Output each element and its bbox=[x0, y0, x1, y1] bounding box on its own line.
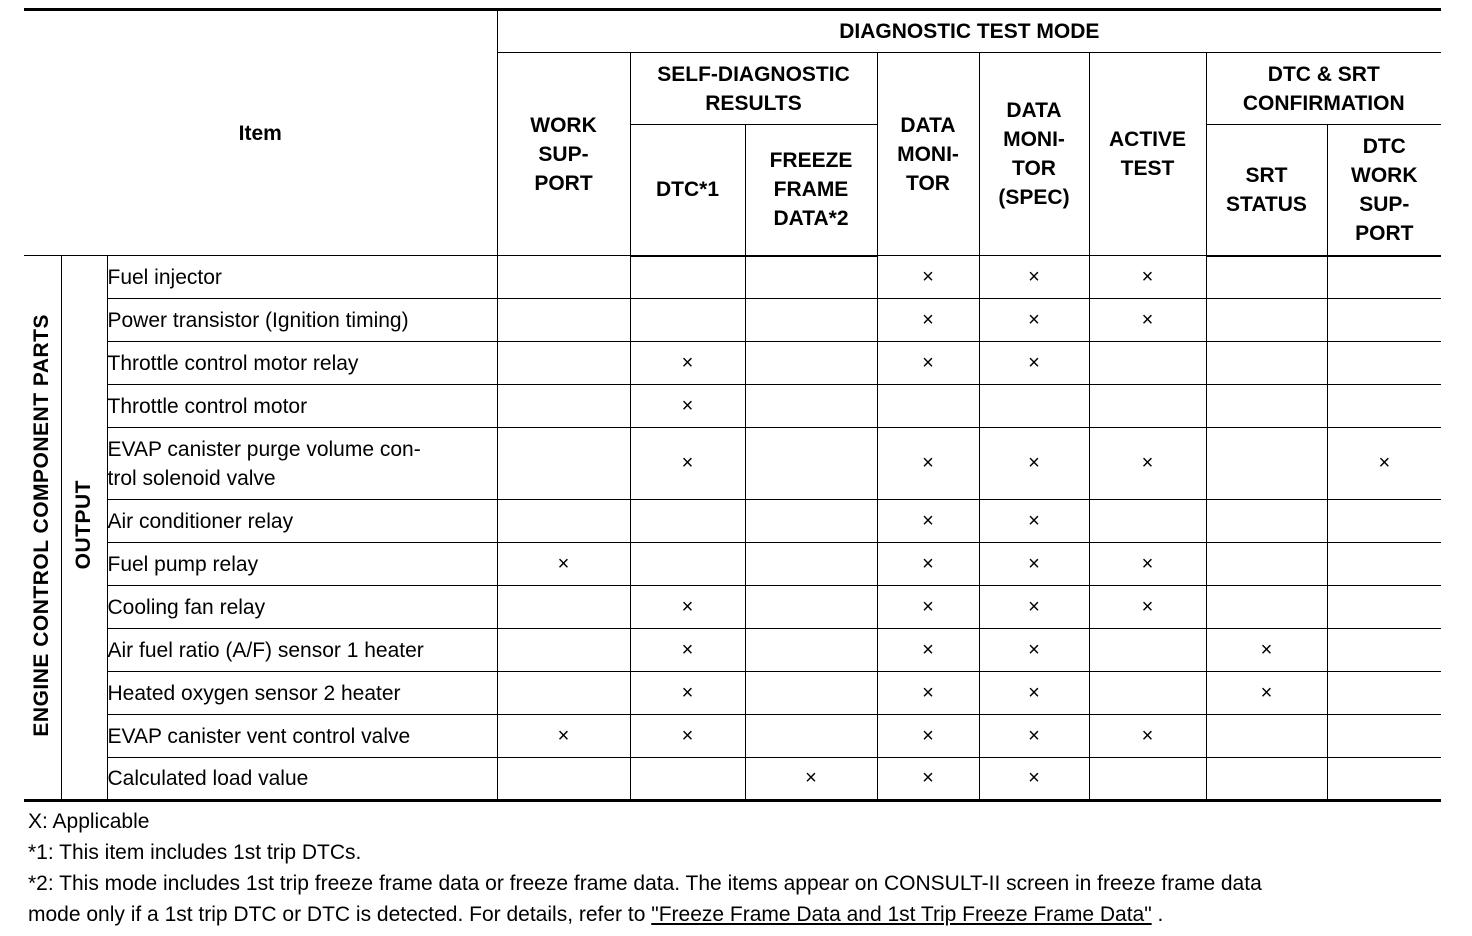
cell-data_monitor bbox=[877, 758, 979, 801]
applicable-mark: × bbox=[1260, 681, 1273, 704]
group-label-cell bbox=[24, 256, 61, 801]
cell-srt_status bbox=[1206, 543, 1327, 586]
header-work-support: WORK SUP- PORT bbox=[497, 53, 630, 256]
cell-srt_status bbox=[1206, 299, 1327, 342]
table-row bbox=[24, 428, 1441, 500]
table-row bbox=[24, 256, 1441, 299]
cell-dtc bbox=[630, 385, 745, 428]
cell-data_monitor bbox=[877, 586, 979, 629]
cell-freeze_frame bbox=[745, 428, 877, 500]
cell-active_test bbox=[1089, 500, 1206, 543]
cell-work_support bbox=[497, 758, 630, 801]
applicable-mark: × bbox=[922, 767, 934, 789]
table-row bbox=[24, 299, 1441, 342]
cell-data_monitor bbox=[877, 500, 979, 543]
header-data-monitor-spec: DATA MONI- TOR (SPEC) bbox=[979, 53, 1089, 256]
row-item-label: Cooling fan relay bbox=[107, 586, 497, 629]
header-srt-status: SRT STATUS bbox=[1206, 125, 1327, 256]
row-item-label: Throttle control motor bbox=[107, 385, 497, 428]
table-row bbox=[24, 543, 1441, 586]
footnotes bbox=[24, 806, 1441, 930]
applicable-mark: × bbox=[922, 265, 934, 288]
row-item-label: Fuel injector bbox=[107, 256, 497, 299]
applicable-mark: × bbox=[681, 681, 694, 704]
applicable-mark: × bbox=[681, 638, 694, 661]
applicable-mark: × bbox=[922, 724, 934, 747]
cell-srt_status bbox=[1206, 672, 1327, 715]
diagnostic-mode-table bbox=[24, 8, 1441, 802]
applicable-mark: × bbox=[1260, 638, 1273, 661]
cell-freeze_frame bbox=[745, 500, 877, 543]
table-row bbox=[24, 758, 1441, 801]
applicable-mark: × bbox=[922, 351, 934, 374]
applicable-mark: × bbox=[1028, 681, 1040, 704]
row-item-label: Heated oxygen sensor 2 heater bbox=[107, 672, 497, 715]
note-2-end: . bbox=[1151, 903, 1164, 926]
cell-work_support bbox=[497, 428, 630, 500]
cell-dtc_work_support bbox=[1327, 256, 1441, 299]
cell-srt_status bbox=[1206, 500, 1327, 543]
table-row bbox=[24, 342, 1441, 385]
cell-active_test bbox=[1089, 672, 1206, 715]
table-row bbox=[24, 715, 1441, 758]
cell-data_monitor_spec bbox=[979, 586, 1089, 629]
applicable-mark: × bbox=[922, 595, 934, 618]
cell-data_monitor bbox=[877, 256, 979, 299]
cell-work_support bbox=[497, 543, 630, 586]
cell-srt_status bbox=[1206, 715, 1327, 758]
cell-freeze_frame bbox=[745, 342, 877, 385]
row-item-label: EVAP canister vent control valve bbox=[107, 715, 497, 758]
cell-srt_status bbox=[1206, 586, 1327, 629]
header-item: Item bbox=[24, 10, 497, 256]
cell-dtc bbox=[630, 299, 745, 342]
cell-freeze_frame bbox=[745, 256, 877, 299]
cell-dtc_work_support bbox=[1327, 385, 1441, 428]
applicable-mark: × bbox=[681, 724, 694, 747]
cell-data_monitor bbox=[877, 428, 979, 500]
cell-freeze_frame bbox=[745, 543, 877, 586]
cell-active_test bbox=[1089, 299, 1206, 342]
cell-freeze_frame bbox=[745, 672, 877, 715]
cell-active_test bbox=[1089, 256, 1206, 299]
cell-srt_status bbox=[1206, 385, 1327, 428]
applicable-mark: × bbox=[681, 595, 694, 618]
cell-dtc_work_support bbox=[1327, 299, 1441, 342]
header-active-test: ACTIVE TEST bbox=[1089, 53, 1206, 256]
cell-dtc bbox=[630, 586, 745, 629]
cell-data_monitor_spec bbox=[979, 256, 1089, 299]
note-applicable: X: Applicable bbox=[28, 810, 150, 833]
header-dtc: DTC*1 bbox=[630, 125, 745, 256]
cell-work_support bbox=[497, 256, 630, 299]
cell-data_monitor bbox=[877, 342, 979, 385]
cell-dtc bbox=[630, 629, 745, 672]
applicable-mark: × bbox=[1028, 767, 1040, 789]
applicable-mark: × bbox=[1028, 351, 1040, 374]
cell-freeze_frame bbox=[745, 715, 877, 758]
cell-active_test bbox=[1089, 428, 1206, 500]
applicable-mark: × bbox=[557, 724, 570, 747]
cell-active_test bbox=[1089, 543, 1206, 586]
applicable-mark: × bbox=[1141, 552, 1154, 575]
cell-data_monitor bbox=[877, 672, 979, 715]
applicable-mark: × bbox=[1028, 552, 1040, 575]
cell-data_monitor bbox=[877, 385, 979, 428]
cell-dtc bbox=[630, 715, 745, 758]
group-label: ENGINE CONTROL COMPONENT PARTS bbox=[30, 313, 54, 737]
cell-data_monitor_spec bbox=[979, 715, 1089, 758]
row-item-label: EVAP canister purge volume con- trol solenoid valve bbox=[107, 428, 497, 500]
applicable-mark: × bbox=[1028, 308, 1040, 331]
applicable-mark: × bbox=[922, 552, 934, 575]
cell-dtc_work_support bbox=[1327, 586, 1441, 629]
note-2-line-2 bbox=[28, 899, 1441, 930]
cell-freeze_frame bbox=[745, 758, 877, 801]
cell-dtc bbox=[630, 758, 745, 801]
cell-data_monitor_spec bbox=[979, 672, 1089, 715]
cell-work_support bbox=[497, 500, 630, 543]
cell-freeze_frame bbox=[745, 586, 877, 629]
table-row bbox=[24, 586, 1441, 629]
cell-srt_status bbox=[1206, 342, 1327, 385]
cell-work_support bbox=[497, 586, 630, 629]
cell-dtc bbox=[630, 342, 745, 385]
applicable-mark: × bbox=[1028, 595, 1040, 618]
cell-data_monitor_spec bbox=[979, 500, 1089, 543]
applicable-mark: × bbox=[1378, 452, 1391, 474]
cell-dtc_work_support bbox=[1327, 758, 1441, 801]
cell-data_monitor_spec bbox=[979, 299, 1089, 342]
header-self-diag-results: SELF-DIAGNOSTIC RESULTS bbox=[630, 53, 877, 125]
table-row bbox=[24, 385, 1441, 428]
applicable-mark: × bbox=[1028, 638, 1040, 661]
table-body bbox=[24, 256, 1441, 801]
applicable-mark: × bbox=[557, 552, 570, 575]
cell-freeze_frame bbox=[745, 299, 877, 342]
applicable-mark: × bbox=[922, 638, 934, 661]
subgroup-label-cell bbox=[61, 256, 107, 801]
subgroup-label: OUTPUT bbox=[72, 480, 95, 570]
note-2-line-1: *2: This mode includes 1st trip freeze frame data or freeze frame data. The items appear on CONSULT-II screen in freeze frame data bbox=[28, 872, 1262, 895]
applicable-mark: × bbox=[1141, 452, 1154, 474]
note-1: *1: This item includes 1st trip DTCs. bbox=[28, 841, 362, 864]
cell-work_support bbox=[497, 629, 630, 672]
header-freeze-frame: FREEZE FRAME DATA*2 bbox=[745, 125, 877, 256]
cell-dtc_work_support bbox=[1327, 543, 1441, 586]
row-item-label: Air fuel ratio (A/F) sensor 1 heater bbox=[107, 629, 497, 672]
cell-dtc_work_support bbox=[1327, 672, 1441, 715]
cell-dtc_work_support bbox=[1327, 715, 1441, 758]
document bbox=[24, 8, 1441, 930]
cell-data_monitor_spec bbox=[979, 385, 1089, 428]
cell-active_test bbox=[1089, 342, 1206, 385]
cell-srt_status bbox=[1206, 758, 1327, 801]
row-item-label: Air conditioner relay bbox=[107, 500, 497, 543]
header-diagnostic-test-mode: DIAGNOSTIC TEST MODE bbox=[497, 10, 1441, 53]
row-item-label: Throttle control motor relay bbox=[107, 342, 497, 385]
applicable-mark: × bbox=[1028, 724, 1040, 747]
applicable-mark: × bbox=[922, 452, 934, 474]
applicable-mark: × bbox=[922, 681, 934, 704]
header-data-monitor: DATA MONI- TOR bbox=[877, 53, 979, 256]
table-row bbox=[24, 500, 1441, 543]
cell-freeze_frame bbox=[745, 385, 877, 428]
cell-dtc_work_support bbox=[1327, 629, 1441, 672]
cell-dtc bbox=[630, 543, 745, 586]
cell-active_test bbox=[1089, 385, 1206, 428]
cell-work_support bbox=[497, 672, 630, 715]
cell-dtc bbox=[630, 428, 745, 500]
cell-dtc bbox=[630, 500, 745, 543]
note-2-text: mode only if a 1st trip DTC or DTC is detected. For details, refer to bbox=[28, 903, 652, 926]
applicable-mark: × bbox=[681, 394, 694, 417]
header-dtc-work-support: DTC WORK SUP- PORT bbox=[1327, 125, 1441, 256]
cell-active_test bbox=[1089, 629, 1206, 672]
applicable-mark: × bbox=[805, 767, 817, 789]
cell-data_monitor_spec bbox=[979, 428, 1089, 500]
cell-work_support bbox=[497, 299, 630, 342]
freeze-frame-data-link[interactable]: "Freeze Frame Data and 1st Trip Freeze Frame Data" bbox=[651, 903, 1152, 926]
applicable-mark: × bbox=[681, 351, 694, 374]
applicable-mark: × bbox=[922, 308, 934, 331]
applicable-mark: × bbox=[1141, 265, 1154, 288]
row-item-label: Fuel pump relay bbox=[107, 543, 497, 586]
applicable-mark: × bbox=[922, 509, 934, 532]
cell-data_monitor_spec bbox=[979, 758, 1089, 801]
cell-srt_status bbox=[1206, 629, 1327, 672]
cell-data_monitor bbox=[877, 543, 979, 586]
cell-active_test bbox=[1089, 715, 1206, 758]
applicable-mark: × bbox=[1141, 595, 1154, 618]
cell-dtc bbox=[630, 256, 745, 299]
applicable-mark: × bbox=[1141, 724, 1154, 747]
cell-work_support bbox=[497, 715, 630, 758]
row-item-label: Calculated load value bbox=[107, 758, 497, 801]
cell-active_test bbox=[1089, 758, 1206, 801]
cell-data_monitor bbox=[877, 299, 979, 342]
cell-work_support bbox=[497, 385, 630, 428]
cell-data_monitor_spec bbox=[979, 629, 1089, 672]
cell-dtc_work_support bbox=[1327, 342, 1441, 385]
table-row bbox=[24, 672, 1441, 715]
cell-dtc_work_support bbox=[1327, 428, 1441, 500]
cell-data_monitor bbox=[877, 715, 979, 758]
applicable-mark: × bbox=[1028, 452, 1040, 474]
cell-srt_status bbox=[1206, 256, 1327, 299]
applicable-mark: × bbox=[1028, 265, 1040, 288]
table-row bbox=[24, 629, 1441, 672]
applicable-mark: × bbox=[681, 452, 694, 474]
cell-dtc bbox=[630, 672, 745, 715]
row-item-label: Power transistor (Ignition timing) bbox=[107, 299, 497, 342]
cell-data_monitor bbox=[877, 629, 979, 672]
header-dtc-srt-confirmation: DTC & SRT CONFIRMATION bbox=[1206, 53, 1441, 125]
cell-freeze_frame bbox=[745, 629, 877, 672]
applicable-mark: × bbox=[1028, 509, 1040, 532]
cell-work_support bbox=[497, 342, 630, 385]
cell-srt_status bbox=[1206, 428, 1327, 500]
cell-dtc_work_support bbox=[1327, 500, 1441, 543]
cell-data_monitor_spec bbox=[979, 543, 1089, 586]
cell-data_monitor_spec bbox=[979, 342, 1089, 385]
cell-active_test bbox=[1089, 586, 1206, 629]
applicable-mark: × bbox=[1141, 308, 1154, 331]
